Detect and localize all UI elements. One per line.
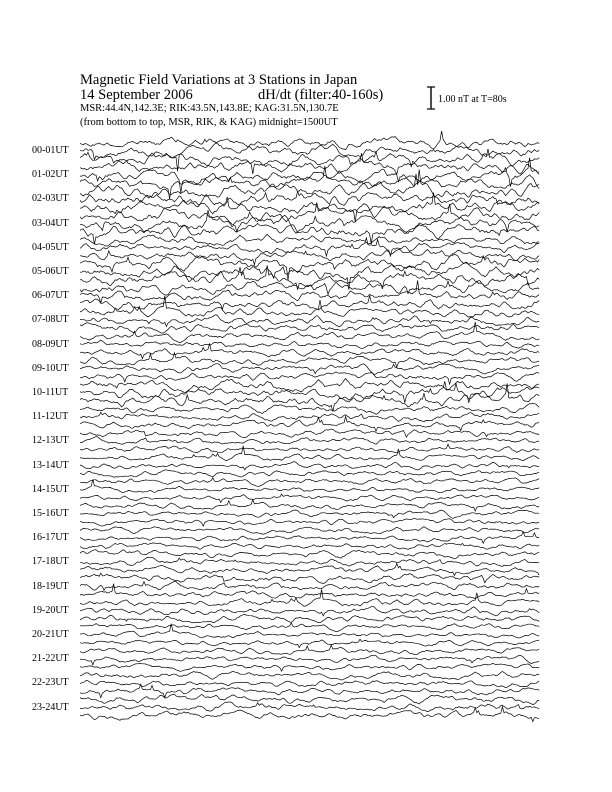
hour-label: 12-13UT <box>32 435 69 447</box>
hour-label: 09-10UT <box>32 362 69 374</box>
trace-line <box>80 202 539 224</box>
trace-line <box>80 584 539 599</box>
trace-line <box>80 429 539 438</box>
trace-line <box>80 707 539 722</box>
hour-label: 23-24UT <box>32 701 69 713</box>
trace-line <box>80 518 539 526</box>
hour-label: 11-12UT <box>32 411 69 423</box>
hour-label: 10-11UT <box>32 387 69 398</box>
trace-line <box>80 564 539 576</box>
hour-label: 15-16UT <box>32 508 69 519</box>
trace-line <box>80 694 539 705</box>
hour-label: 00-01UT <box>32 145 69 156</box>
trace-line <box>80 614 539 623</box>
trace-line <box>80 131 539 150</box>
trace-line <box>80 500 539 511</box>
station-coordinates: MSR:44.4N,142.3E; RIK:43.5N,143.8E; KAG:31.5N,130.7E <box>80 103 339 114</box>
trace-line <box>80 639 539 647</box>
trace-line <box>80 606 539 616</box>
trace-line <box>80 623 539 632</box>
chart-quantity: dH/dt (filter:40-160s) <box>258 87 384 103</box>
trace-line <box>80 255 539 281</box>
trace-line <box>80 557 539 566</box>
trace-line <box>80 353 539 368</box>
trace-line <box>80 671 539 680</box>
trace-line <box>80 437 539 445</box>
trace-line <box>80 645 539 655</box>
hour-label: 18-19UT <box>32 580 69 592</box>
trace-line <box>80 527 539 534</box>
trace-line <box>80 412 539 422</box>
hour-label: 07-08UT <box>32 314 69 326</box>
trace-line <box>80 364 539 375</box>
chart-title: Magnetic Field Variations at 3 Stations in Japan <box>80 72 358 88</box>
hour-label: 17-18UT <box>32 556 69 568</box>
trace-line <box>80 249 539 264</box>
trace-line <box>80 510 539 518</box>
trace-line <box>80 323 539 333</box>
hour-label: 01-02UT <box>32 169 69 181</box>
trace-line <box>80 462 539 470</box>
hour-label: 08-09UT <box>32 338 69 350</box>
hour-label: 04-05UT <box>32 241 69 253</box>
trace-line <box>80 296 539 318</box>
trace-line <box>80 444 539 453</box>
hour-label: 05-06UT <box>32 266 69 277</box>
hour-label: 06-07UT <box>32 290 69 302</box>
hour-label: 19-20UT <box>32 604 69 616</box>
hour-label: 16-17UT <box>32 532 69 544</box>
trace-line <box>80 543 539 550</box>
trace-line <box>80 663 539 671</box>
trace-line <box>80 532 539 544</box>
trace-line <box>80 381 539 403</box>
trace-line <box>80 680 539 687</box>
hour-label: 22-23UT <box>32 677 69 689</box>
trace-line <box>80 379 539 393</box>
chart-date: 14 September 2006 <box>80 87 193 103</box>
trace-line <box>80 478 539 487</box>
trace-line <box>80 238 539 256</box>
trace-line <box>80 494 539 502</box>
trace-line <box>80 684 539 697</box>
trace-line <box>80 624 539 638</box>
trace-order-note: (from bottom to top, MSR, RIK, & KAG) midnight=1500UT <box>80 117 338 128</box>
trace-line <box>80 470 539 477</box>
hour-label: 20-21UT <box>32 629 69 640</box>
scale-label: 1.00 nT at T=80s <box>438 94 507 105</box>
trace-line <box>80 416 539 431</box>
hour-label: 21-22UT <box>32 653 69 665</box>
trace-line <box>80 573 539 583</box>
trace-line <box>80 280 539 303</box>
trace-line <box>80 589 539 606</box>
trace-line <box>80 702 539 712</box>
hour-label: 13-14UT <box>32 459 69 471</box>
trace-line <box>80 340 539 348</box>
hour-label: 03-04UT <box>32 217 69 229</box>
trace-line <box>80 655 539 665</box>
trace-line <box>80 166 539 199</box>
hour-label: 02-03UT <box>32 193 69 205</box>
trace-line <box>80 372 539 384</box>
trace-line <box>80 322 539 343</box>
trace-line <box>80 343 539 358</box>
trace-line <box>80 479 539 492</box>
trace-line <box>80 224 539 245</box>
hour-label: 14-15UT <box>32 483 69 495</box>
trace-line <box>80 446 539 461</box>
trace-line <box>80 581 539 590</box>
trace-line <box>80 296 539 310</box>
trace-line <box>80 234 539 246</box>
